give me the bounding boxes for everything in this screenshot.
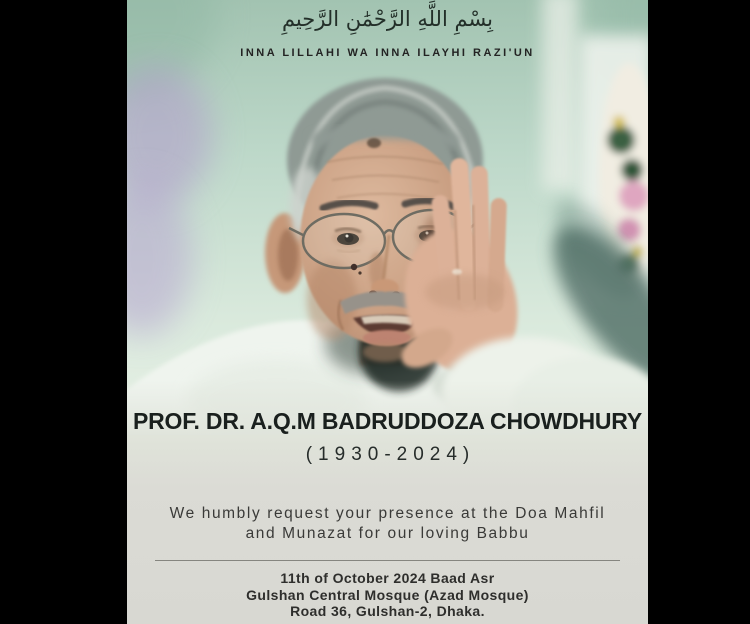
- invitation-text: [127, 504, 648, 544]
- ring-glint: [452, 269, 462, 275]
- memorial-card: [127, 0, 648, 624]
- cheek-mole-small: [358, 271, 361, 274]
- portrait-photo-art: [127, 0, 648, 440]
- portrait-photo: [127, 0, 648, 440]
- deceased-years: (1930-2024): [305, 444, 476, 465]
- bismillah-calligraphy: بِسْمِ اللَّهِ الرَّحْمَٰنِ الرَّحِيمِ: [281, 7, 494, 31]
- invitation-line-1: We humbly request your presence at the Doa Mahfil: [169, 505, 606, 522]
- inna-lillahi-line: INNA LILLAHI WA INNA ILAYHI RAZI'UN: [240, 47, 535, 59]
- event-details: [127, 570, 648, 620]
- invitation-line-2: and Munazat for our loving Babbu: [245, 525, 530, 542]
- deceased-name: PROF. DR. A.Q.M BADRUDDOZA CHOWDHURY: [133, 408, 642, 434]
- event-date-time: 11th of October 2024 Baad Asr: [280, 570, 495, 586]
- cheek-mole: [351, 264, 357, 270]
- event-address: Road 36, Gulshan-2, Dhaka.: [290, 603, 485, 619]
- forehead-mark: [367, 138, 381, 148]
- divider-line: [155, 560, 620, 561]
- event-venue: Gulshan Central Mosque (Azad Mosque): [246, 586, 529, 603]
